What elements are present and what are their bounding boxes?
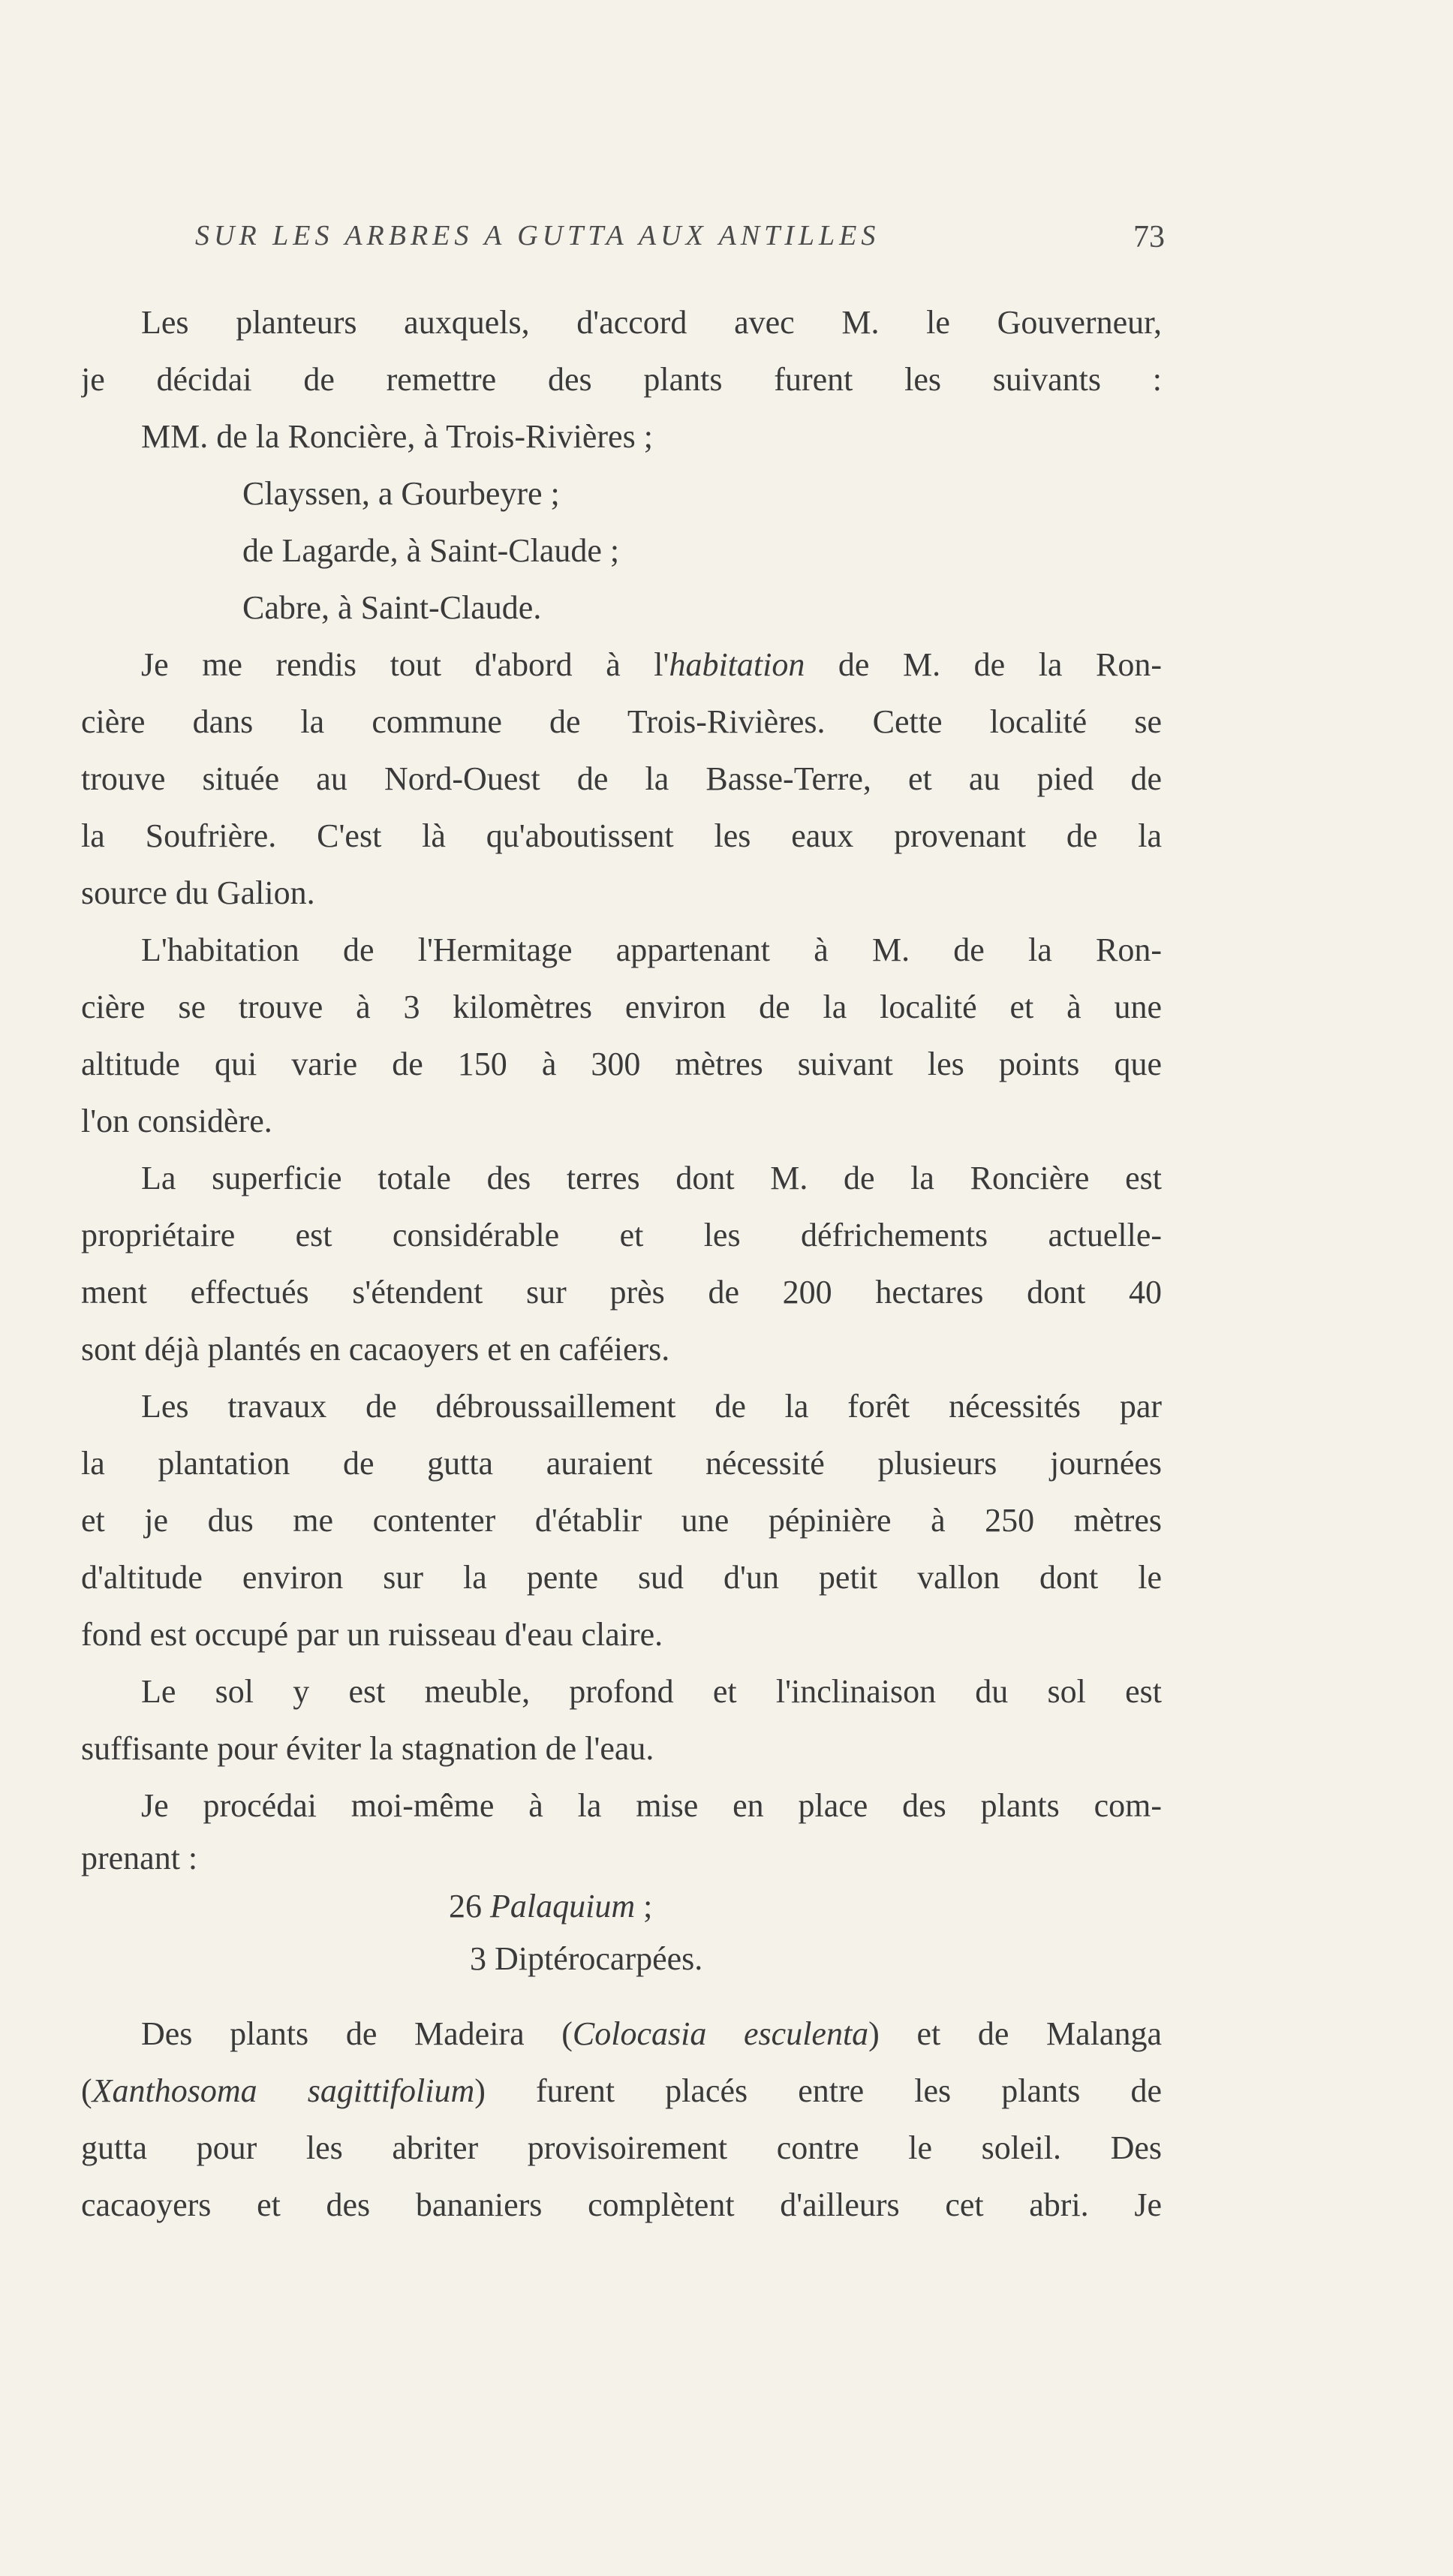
text-line: cacaoyers et des bananiers complètent d'ailleurs cet abri. Je <box>81 2186 1162 2223</box>
text-line: L'habitation de l'Hermitage appartenant à M. de la Ron- <box>141 931 1162 968</box>
text-line: sont déjà plantés en cacaoyers et en caféiers. <box>81 1331 670 1368</box>
text-line: cière dans la commune de Trois-Rivières. Cette localité se <box>81 703 1162 740</box>
text-line: la plantation de gutta auraient nécessité plusieurs journées <box>81 1445 1162 1482</box>
plant-list-item: 3 Diptérocarpées. <box>470 1940 703 1977</box>
text-line: Je procédai moi-même à la mise en place des plants com- <box>141 1787 1162 1824</box>
italic-term: Palaquium <box>490 1888 636 1924</box>
text-line: fond est occupé par un ruisseau d'eau claire. <box>81 1616 663 1653</box>
italic-term: habitation <box>669 646 805 683</box>
page-number: 73 <box>1133 220 1165 254</box>
plant-list-item <box>81 1882 1162 1930</box>
text-segment: ) et de Malanga <box>868 2015 1162 2052</box>
text-segment: ( <box>81 2072 92 2109</box>
text-line: source du Galion. <box>81 874 315 911</box>
text-line: Les travaux de débroussaillement de la forêt nécessités par <box>141 1388 1162 1425</box>
text-line <box>81 2006 1162 2063</box>
text-line: la Soufrière. C'est là qu'aboutissent les eaux provenant de la <box>81 817 1162 854</box>
text-line: d'altitude environ sur la pente sud d'un petit vallon dont le <box>81 1559 1162 1596</box>
text-line: La superficie totale des terres dont M. de la Roncière est <box>141 1160 1162 1196</box>
text-line: de Lagarde, à Saint-Claude ; <box>242 532 620 569</box>
body-text <box>81 294 1162 2234</box>
text-line: suffisante pour éviter la stagnation de l'eau. <box>81 1730 654 1767</box>
text-line: Clayssen, a Gourbeyre ; <box>242 475 560 512</box>
text-line: Cabre, à Saint-Claude. <box>242 589 542 626</box>
text-line <box>81 2063 1162 2120</box>
text-line: l'on considère. <box>81 1103 272 1139</box>
text-segment: de M. de la Ron- <box>805 646 1162 683</box>
text-line: trouve située au Nord-Ouest de la Basse-Terre, et au pied de <box>81 760 1162 797</box>
text-line: cière se trouve à 3 kilomètres environ de la localité et à une <box>81 989 1162 1025</box>
text-segment: ; <box>635 1888 653 1924</box>
text-segment: 26 <box>449 1888 490 1924</box>
text-segment: Je me rendis tout d'abord à l' <box>141 646 669 683</box>
text-line: ment effectués s'étendent sur près de 200 hectares dont 40 <box>81 1274 1162 1311</box>
text-segment: ) furent placés entre les plants de <box>474 2072 1162 2109</box>
text-line: altitude qui varie de 150 à 300 mètres suivant les points que <box>81 1046 1162 1082</box>
text-line: propriétaire est considérable et les défrichements actuelle- <box>81 1217 1162 1253</box>
text-line: Le sol y est meuble, profond et l'inclinaison du sol est <box>141 1673 1162 1710</box>
text-line: gutta pour les abriter provisoirement contre le soleil. Des <box>81 2129 1162 2166</box>
text-segment: Des plants de Madeira ( <box>141 2015 573 2052</box>
italic-term: Colocasia esculenta <box>572 2015 869 2052</box>
text-line: Les planteurs auxquels, d'accord avec M. le Gouverneur, <box>141 304 1162 341</box>
text-line: je décidai de remettre des plants furent les suivants : <box>81 361 1162 398</box>
text-line: MM. de la Roncière, à Trois-Rivières ; <box>141 418 653 455</box>
text-line: prenant : <box>81 1840 198 1876</box>
italic-term: Xanthosoma sagittifolium <box>92 2072 475 2109</box>
running-title: SUR LES ARBRES A GUTTA AUX ANTILLES <box>195 220 880 251</box>
text-line <box>81 636 1162 694</box>
text-line: et je dus me contenter d'établir une pépinière à 250 mètres <box>81 1502 1162 1539</box>
